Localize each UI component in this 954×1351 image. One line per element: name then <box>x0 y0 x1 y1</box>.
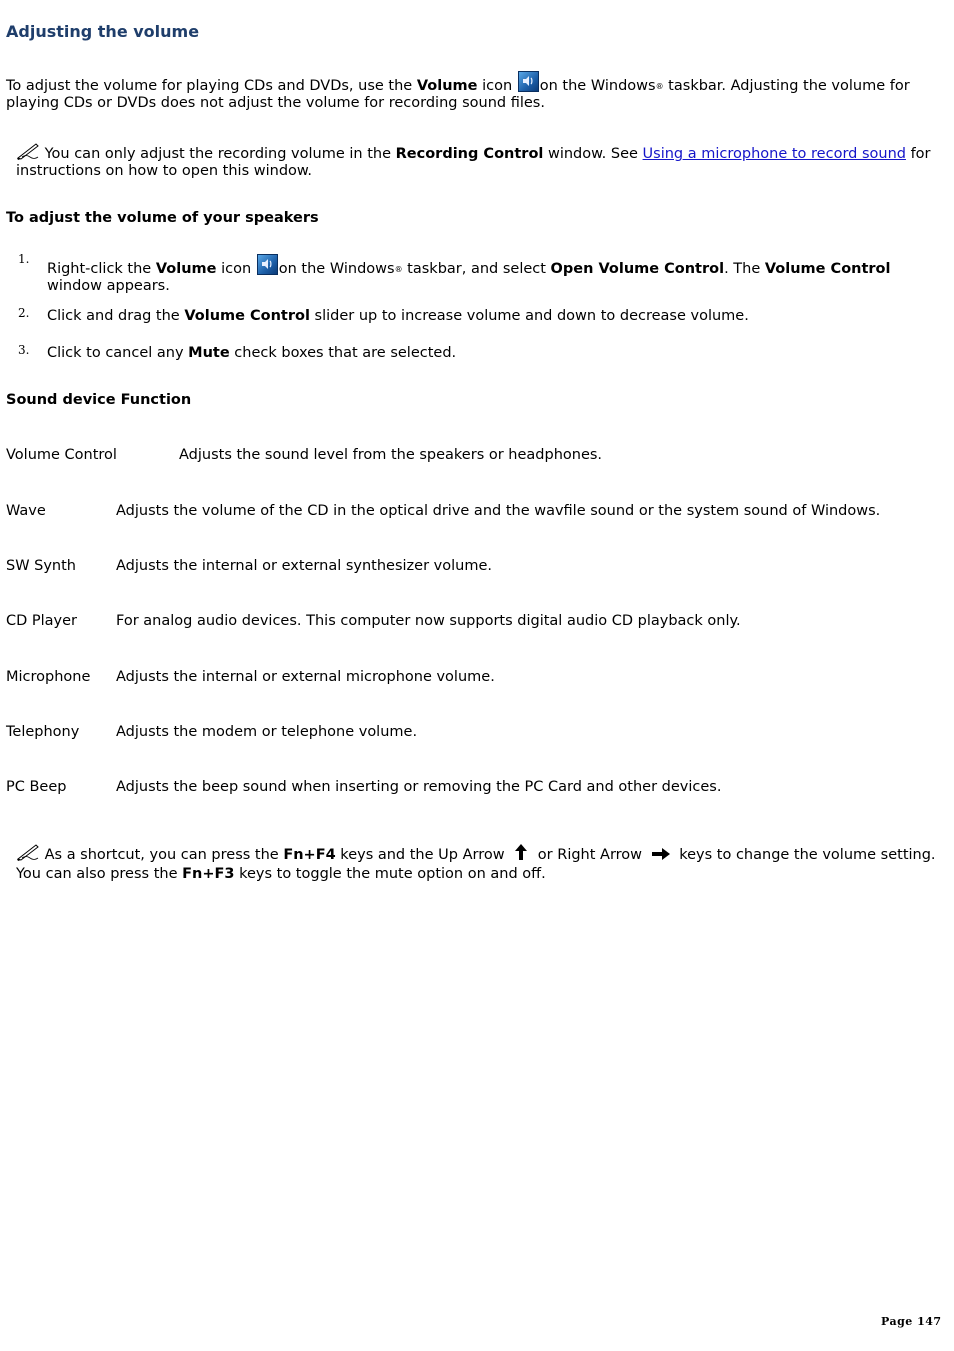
table-header: Sound device Function <box>6 392 192 408</box>
device-name: Microphone <box>6 669 91 685</box>
note-shortcut: As a shortcut, you can press the Fn+F4 keys and the Up Arrow or Right Arrow keys to change the volume setting. You can also press the Fn+F3 keys to toggle the mute option on and off. <box>16 843 946 883</box>
device-name: SW Synth <box>6 558 77 574</box>
right-arrow-icon <box>651 847 671 866</box>
device-name: Telephony <box>6 724 80 740</box>
device-name: CD Player <box>6 613 78 629</box>
intro-text: icon <box>477 78 517 94</box>
step-number: 2. <box>18 306 30 320</box>
step-text: Click to cancel any Mute check boxes that are selected. <box>47 345 457 361</box>
device-function: Adjusts the beep sound when inserting or removing the PC Card and other devices. <box>116 779 722 795</box>
page-title: Adjusting the volume <box>6 22 200 41</box>
device-function: Adjusts the sound level from the speakers or headphones. <box>179 447 603 463</box>
note-text: You can only adjust the recording volume in the <box>40 146 396 162</box>
step-text: Right-click the Volume icon on the Windows® taskbar, and select Open Volume Control. The Volume Control window appears. <box>47 254 917 295</box>
device-name: Volume Control <box>6 447 117 463</box>
page-number: Page 147 <box>881 1315 942 1328</box>
note-pencil-icon <box>16 142 40 160</box>
step-number: 3. <box>18 343 30 357</box>
intro-paragraph <box>6 71 948 112</box>
intro-text: To adjust the volume for playing CDs and DVDs, use the <box>6 78 417 94</box>
intro-text: on the Windows <box>539 78 656 94</box>
up-arrow-icon <box>513 843 529 866</box>
step-number: 1. <box>18 252 30 266</box>
link-using-microphone[interactable]: Using a microphone to record sound <box>642 146 906 162</box>
note-text: window. See <box>543 146 643 162</box>
intro-text: taskbar. Adjusting the volume for playing CDs or DVDs does not adjust the volume for recording sound files. <box>6 78 910 111</box>
speakers-subheading: To adjust the volume of your speakers <box>6 210 319 226</box>
device-name: Wave <box>6 503 46 519</box>
volume-icon <box>518 71 539 92</box>
note-recording <box>16 142 946 180</box>
intro-bold-volume: Volume <box>416 78 478 94</box>
step-text: Click and drag the Volume Control slider up to increase volume and down to decrease volume. <box>47 308 749 324</box>
note-bold-recording-control: Recording Control <box>395 146 544 162</box>
device-function: Adjusts the internal or external synthesizer volume. <box>116 558 492 574</box>
note-text: for instructions on how to open this window. <box>16 146 931 179</box>
device-function: Adjusts the internal or external microphone volume. <box>116 669 495 685</box>
registered-mark: ® <box>655 82 664 91</box>
device-function: Adjusts the modem or telephone volume. <box>116 724 418 740</box>
note-pencil-icon <box>16 843 40 861</box>
device-name: PC Beep <box>6 779 67 795</box>
volume-icon <box>257 254 278 275</box>
device-function: Adjusts the volume of the CD in the optical drive and the wavfile sound or the system sound of Windows. <box>116 503 881 519</box>
device-function: For analog audio devices. This computer now supports digital audio CD playback only. <box>116 613 741 629</box>
